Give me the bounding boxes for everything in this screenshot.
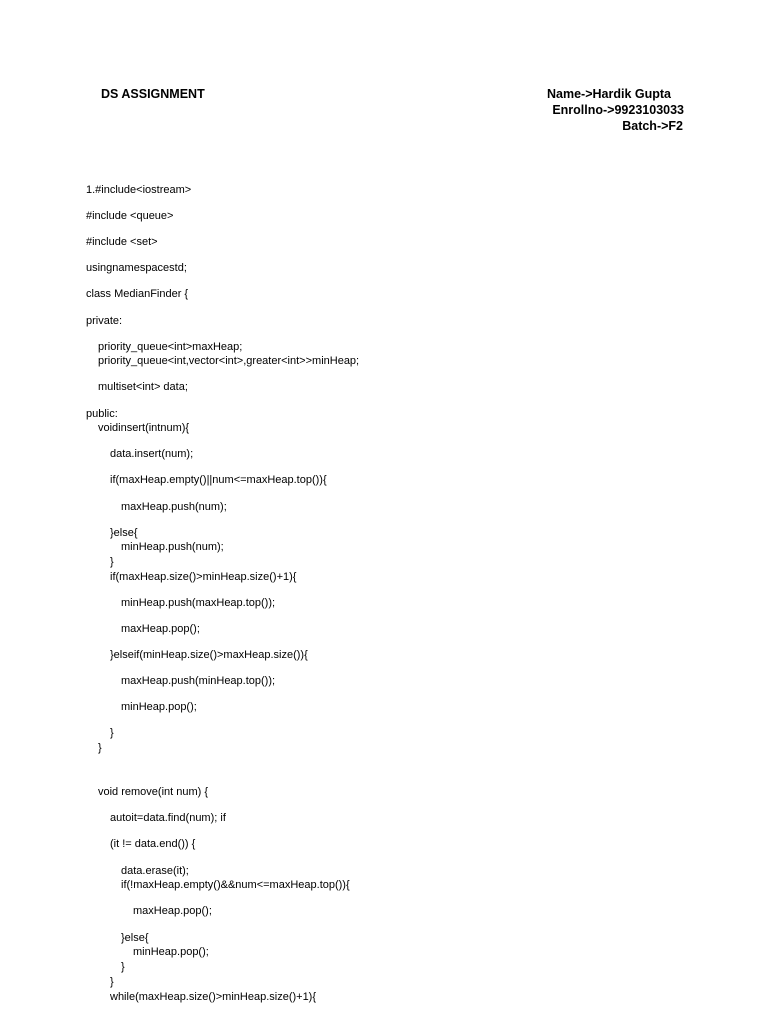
enrollment-number: Enrollno->9923103033 xyxy=(552,103,684,117)
code-line: while(maxHeap.size()>minHeap.size()+1){ xyxy=(110,991,317,1003)
code-line: void remove(int num) { xyxy=(98,786,209,798)
code-line: #include <queue> xyxy=(86,210,174,222)
code-line: (it != data.end()) { xyxy=(110,838,196,850)
code-line: maxHeap.push(minHeap.top()); xyxy=(121,675,276,687)
code-line: } xyxy=(110,556,114,568)
code-line: data.insert(num); xyxy=(110,448,194,460)
code-line: }else{ xyxy=(121,932,149,944)
code-line: } xyxy=(110,727,114,739)
code-line: minHeap.push(maxHeap.top()); xyxy=(121,597,276,609)
code-line: maxHeap.pop(); xyxy=(121,623,200,635)
code-line: multiset<int> data; xyxy=(98,381,188,393)
batch: Batch->F2 xyxy=(622,119,683,133)
code-line: voidinsert(intnum){ xyxy=(98,422,190,434)
code-line: } xyxy=(110,976,114,988)
code-line: private: xyxy=(86,315,123,327)
code-line: data.erase(it); xyxy=(121,865,189,877)
code-line: autoit=data.find(num); if xyxy=(110,812,226,824)
code-line: 1.#include<iostream> xyxy=(86,184,192,196)
code-line: public: xyxy=(86,408,118,420)
assignment-title: DS ASSIGNMENT xyxy=(101,87,205,101)
code-line: } xyxy=(98,742,102,754)
code-line: minHeap.pop(); xyxy=(121,701,197,713)
code-line: if(maxHeap.size()>minHeap.size()+1){ xyxy=(110,571,297,583)
code-line: maxHeap.push(num); xyxy=(121,501,227,513)
code-line: class MedianFinder { xyxy=(86,288,189,300)
code-line: minHeap.pop(); xyxy=(133,946,209,958)
code-line: minHeap.push(num); xyxy=(121,541,224,553)
code-line: usingnamespacestd; xyxy=(86,262,187,274)
code-line: }else{ xyxy=(110,527,138,539)
code-line: priority_queue<int,vector<int>,greater<int>>minHeap; xyxy=(98,355,360,367)
code-line: #include <set> xyxy=(86,236,158,248)
code-line: }elseif(minHeap.size()>maxHeap.size()){ xyxy=(110,649,308,661)
code-line: } xyxy=(121,961,125,973)
code-line: if(maxHeap.empty()||num<=maxHeap.top()){ xyxy=(110,474,327,486)
code-line: priority_queue<int>maxHeap; xyxy=(98,341,243,353)
code-line: if(!maxHeap.empty()&&num<=maxHeap.top()){ xyxy=(121,879,350,891)
code-line: maxHeap.pop(); xyxy=(133,905,212,917)
student-name: Name->Hardik Gupta xyxy=(547,87,671,101)
student-info xyxy=(547,86,683,134)
